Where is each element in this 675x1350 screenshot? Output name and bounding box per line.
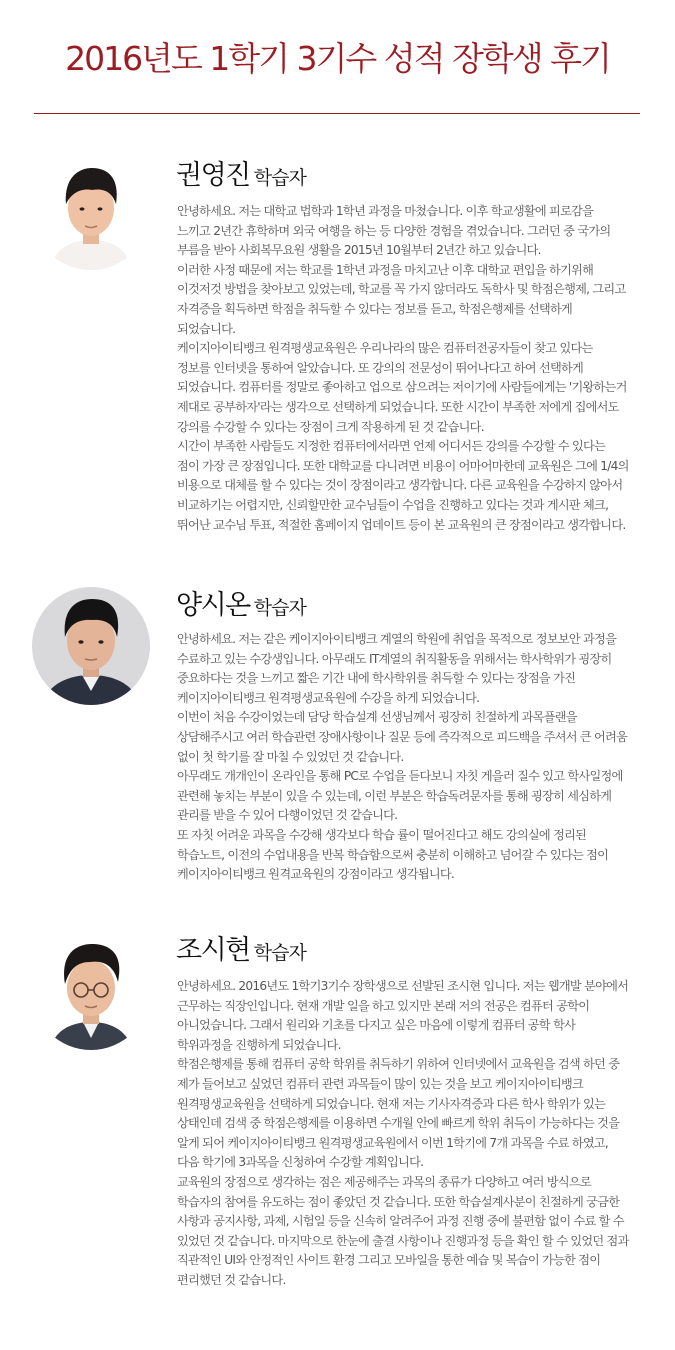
student-portrait-icon [32,932,150,1050]
review-line: 자격증을 획득하면 학점을 취득할 수 있다는 정보를 듣고, 학점은행제를 선택하게 [177,301,573,316]
review-line: 중요하다는 것을 느끼고 짧은 기간 내에 학사학위를 취득할 수 있다는 장점을 가진 [177,671,576,686]
reviewer-suffix: 학습자 [253,942,306,964]
review-line: 뛰어난 교수님 투표, 적절한 홈페이지 업데이트 등이 본 교육원의 큰 장점이라고 생각합니다. [177,517,626,532]
review-line: 있었던 것 같습니다. 마지막으로 한눈에 출결 사항이나 진행과정 등을 확인 할 수 있었던 점과 [177,1233,629,1248]
review-line: 수료하고 있는 수강생입니다. 아무래도 IT계열의 취직활동을 위해서는 학사학위가 굉장히 [177,651,612,666]
review-line: 학점은행제를 통해 컴퓨터 공학 학위를 취득하기 위하여 인터넷에서 교육원을 검색 하던 중 [177,1057,620,1072]
page-title: 2016년도 1학기 3기수 성적 장학생 후기 [65,39,610,78]
review-line: 점이 가장 큰 장점입니다. 또한 대학교를 다니려면 비용이 어마어마한데 교육원은 그에 1/4의 [177,458,629,473]
review-line: 학위과정을 진행하게 되었습니다. [177,1037,341,1052]
review-line: 케이지아이티뱅크 원격평생교육원은 우리나라의 많은 컴퓨터전공자들이 찾고 있다는 [177,341,593,356]
reviewer-name: 권영진 [176,160,250,191]
review-line: 사항과 공지사항, 과제, 시험일 등을 신속히 알려주어 과정 진행 중에 불편함 없이 수료 할 수 [177,1214,624,1229]
review-line: 안녕하세요. 저는 같은 케이지아이티뱅크 계열의 학원에 취업을 목적으로 정보보안 과정을 [177,632,617,646]
review-line: 정보를 인터넷을 통하여 알았습니다. 또 강의의 전문성이 뛰어나다고 하여 선택하게 [177,360,584,375]
review-line: 관리를 받을 수 있어 다행이었던 것 같습니다. [177,808,398,823]
avatar [32,932,150,1050]
review-line: 되었습니다. [177,321,236,336]
review-text [177,977,657,1291]
review-line: 강의를 수강할 수 있다는 장점이 크게 작용하게 된 것 같습니다. [177,419,484,434]
review-line: 비교하기는 어렵지만, 신뢰할만한 교수님들이 수업을 진행하고 있다는 것과 게시판 체크, [177,497,609,512]
reviewer-name: 조시현 [176,935,250,966]
review-line: 상담해주시고 여러 학습관련 장애사항이나 질문 등에 즉각적으로 피드백을 주셔서 큰 어려움 [177,729,628,744]
review-line: 근무하는 직장인입니다. 현재 개발 일을 하고 있지만 본래 저의 전공은 컴퓨터 공학이 [177,998,590,1013]
reviewer-heading [176,583,306,622]
reviewer-heading [176,928,306,967]
review-line: 케이지아이티뱅크 원격평생교육원에 수강을 하게 되었습니다. [177,690,480,705]
review-line: 제가 들어보고 싶었던 컴퓨터 관련 과목들이 많이 있는 것을 보고 케이지아이티뱅크 [177,1076,584,1091]
review-line: 알게 되어 케이지아이티뱅크 원격평생교육원에서 이번 1학기에 7개 과목을 수료 하였고, [177,1135,609,1150]
review-line: 교육원의 장점으로 생각하는 점은 제공해주는 과목의 종류가 다양하고 여러 방식으로 [177,1174,591,1189]
reviewer-name: 양시온 [176,590,250,621]
review-line: 학습노트, 이전의 수업내용을 반복 학습함으로써 충분히 이해하고 넘어갈 수 있다는 점이 [177,847,609,862]
review-text [177,630,657,885]
review-line: 직관적인 UI와 안정적인 사이트 환경 그리고 모바일을 통한 예습 및 복습이 가능한 점이 [177,1253,601,1268]
reviewer-suffix: 학습자 [253,167,306,189]
review-text [177,202,657,535]
review-line: 상태인데 검색 중 학점은행제를 이용하면 수개월 안에 빠르게 학위 취득이 가능하다는 것을 [177,1116,620,1131]
review-line: 이번이 처음 수강이었는데 담당 학습설계 선생님께서 굉장히 친절하게 과목플랜을 [177,710,577,725]
review-line: 학습자의 참여를 유도하는 점이 좋았던 것 같습니다. 또한 학습설계사분이 친절하게 궁금한 [177,1194,620,1209]
review-line: 케이지아이티뱅크 원격교육원의 강점이라고 생각됩니다. [177,867,455,882]
review-line: 편리했던 것 같습니다. [177,1272,286,1287]
avatar [32,152,150,270]
review-line: 제대로 공부하자'라는 생각으로 선택하게 되었습니다. 또한 시간이 부족한 저에게 집에서도 [177,399,619,414]
review-line: 되었습니다. 컴퓨터를 정말로 좋아하고 업으로 삼으려는 저이기에 사람들에게는 '기왕하는거 [177,380,627,395]
review-line: 시간이 부족한 사람들도 지정한 컴퓨터에서라면 언제 어디서든 강의를 수강할 수 있다는 [177,439,606,454]
review-line: 아니었습니다. 그래서 원리와 기초를 다지고 싶은 마음에 이렇게 컴퓨터 공학 학사 [177,1018,576,1033]
review-line: 원격평생교육원을 선택하게 되었습니다. 현재 저는 기사자격증과 다른 학사 학위가 있는 [177,1096,606,1111]
review-line: 다음 학기에 3과목을 신청하여 수강할 계획입니다. [177,1155,424,1170]
reviewer-heading [176,153,306,192]
student-portrait-icon [32,152,150,270]
review-line: 또 자칫 어려운 과목을 수강해 생각보다 학습 률이 떨어진다고 해도 강의실에 정리된 [177,827,587,842]
review-line: 부름을 받아 사회복무요원 생활을 2015년 10월부터 2년간 하고 있습니다. [177,243,541,258]
review-line: 안녕하세요. 2016년도 1학기3기수 장학생으로 선발된 조시현 입니다. 저는 웹개발 분야에서 [177,979,629,993]
review-line: 없이 첫 학기를 잘 마칠 수 있었던 것 같습니다. [177,749,404,764]
review-line: 비용으로 대체를 할 수 있다는 것이 장점이라고 생각합니다. 다른 교육원을 수강하지 않아서 [177,478,623,493]
avatar [32,587,150,705]
review-line: 아무래도 개개인이 온라인을 통해 PC로 수업을 듣다보니 자칫 게을러 질수 있고 학사일정에 [177,769,623,784]
review-line: 안녕하세요. 저는 대학교 법학과 1학년 과정을 마쳤습니다. 이후 학교생활에 피로감을 [177,204,594,218]
review-line: 이러한 사정 때문에 저는 학교를 1학년 과정을 마치고난 이후 대학교 편입을 하기위해 [177,262,594,277]
review-line: 이것저것 방법을 찾아보고 있었는데, 학교를 꼭 가지 않더라도 독학사 및 학점은행제, 그리고 [177,282,626,297]
student-portrait-icon [32,587,150,705]
reviewer-suffix: 학습자 [253,597,306,619]
title-divider [34,113,640,114]
review-line: 관련해 놓치는 부분이 있을 수 있는데, 이런 부분은 학습독려문자를 통해 굉장히 세심하게 [177,788,612,803]
review-line: 느끼고 2년간 휴학하며 외국 여행을 하는 등 다양한 경험을 겪었습니다. 그러던 중 국가의 [177,223,611,238]
